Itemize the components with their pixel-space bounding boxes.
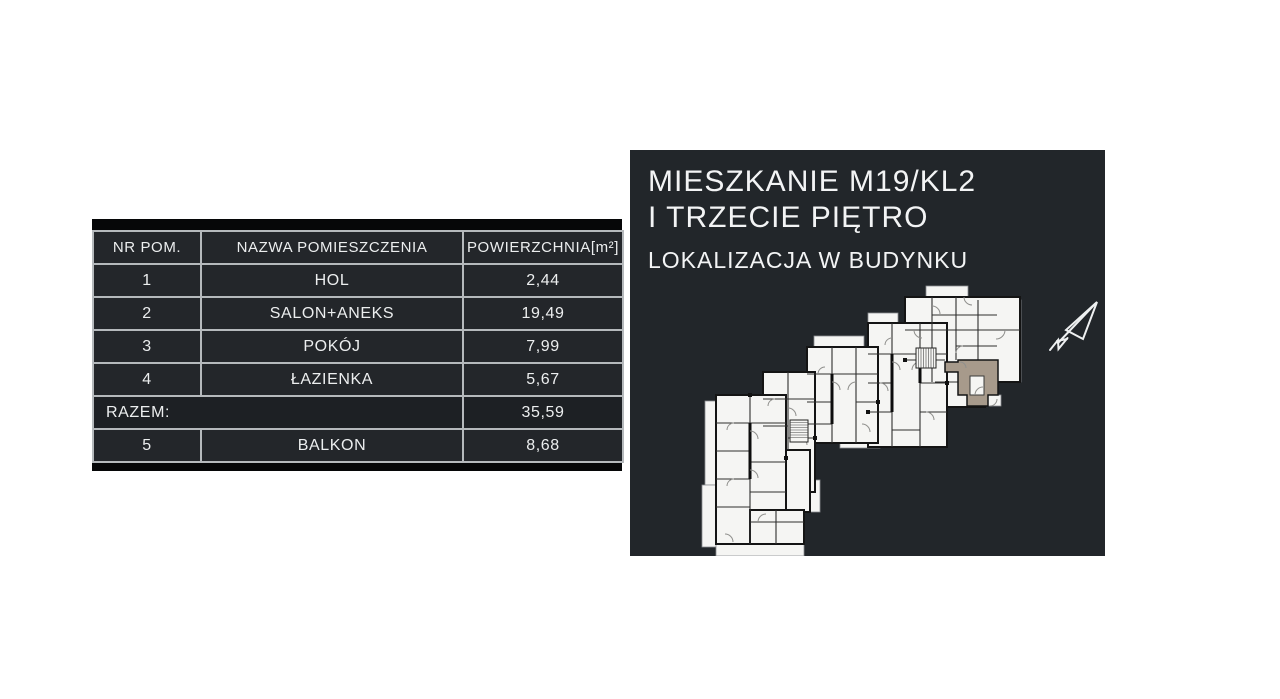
room-table — [92, 219, 622, 471]
table-bottom-bar — [92, 463, 622, 471]
panel-titles — [648, 164, 976, 273]
room-name: POKÓJ — [201, 330, 463, 363]
room-area: 5,67 — [463, 363, 623, 396]
table-row — [93, 264, 623, 297]
rooms-table — [92, 230, 624, 463]
col-header-nr: NR POM. — [93, 231, 201, 264]
room-area: 7,99 — [463, 330, 623, 363]
room-name: SALON+ANEKS — [201, 297, 463, 330]
room-area: 8,68 — [463, 429, 623, 462]
room-area: 2,44 — [463, 264, 623, 297]
room-area: 19,49 — [463, 297, 623, 330]
apartment-inner-room — [970, 376, 984, 395]
table-row — [93, 429, 623, 462]
building-blocks — [716, 297, 1020, 544]
room-nr: 2 — [93, 297, 201, 330]
table-total-row — [93, 396, 623, 429]
north-arrow-icon — [1050, 302, 1097, 350]
col-header-name: NAZWA POMIESZCZENIA — [201, 231, 463, 264]
table-row — [93, 330, 623, 363]
col-header-area: POWIERZCHNIA[m²] — [463, 231, 623, 264]
table-top-bar — [92, 219, 622, 230]
location-subtitle: LOKALIZACJA W BUDYNKU — [648, 247, 969, 273]
apartment-title-line2: I TRZECIE PIĘTRO — [648, 201, 929, 234]
total-label: RAZEM: — [93, 396, 463, 429]
location-panel — [630, 150, 1105, 556]
room-nr: 3 — [93, 330, 201, 363]
room-name: HOL — [201, 264, 463, 297]
apartment-title-line1: MIESZKANIE M19/KL2 — [648, 165, 977, 198]
room-name: ŁAZIENKA — [201, 363, 463, 396]
room-nr: 1 — [93, 264, 201, 297]
room-nr: 5 — [93, 429, 201, 462]
room-name: BALKON — [201, 429, 463, 462]
total-value: 35,59 — [463, 396, 623, 429]
table-row — [93, 363, 623, 396]
table-row — [93, 297, 623, 330]
table-header-row — [93, 231, 623, 264]
room-nr: 4 — [93, 363, 201, 396]
